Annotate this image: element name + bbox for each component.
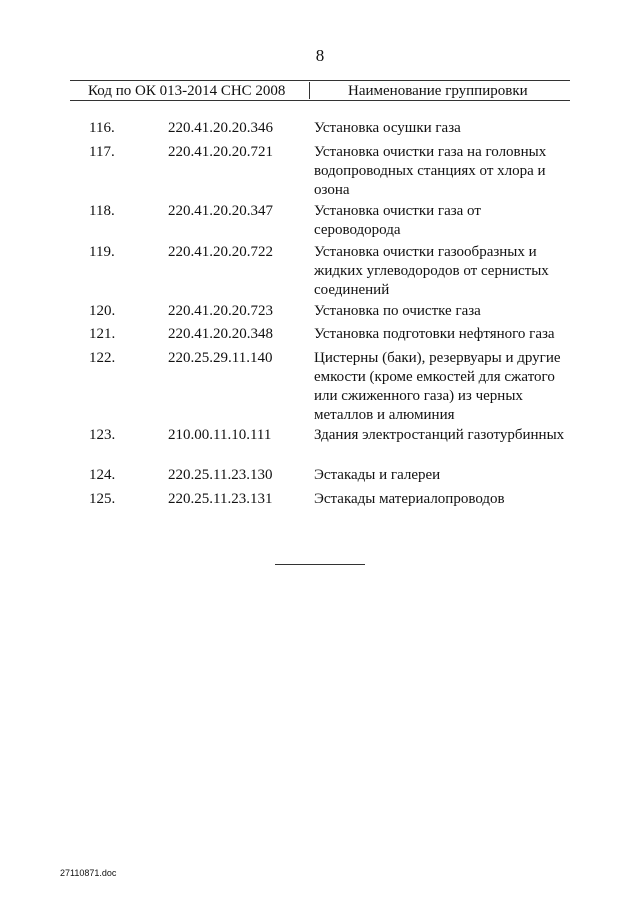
row-number: 121. bbox=[89, 326, 116, 342]
table-header bbox=[70, 80, 570, 100]
row-name: Установка очистки газа на головных водопроводных станциях от хлора и озона bbox=[314, 144, 547, 198]
row-name: Эстакады материалопроводов bbox=[314, 491, 505, 507]
header-bottom-rule bbox=[70, 100, 570, 101]
row-code: 220.41.20.20.348 bbox=[168, 326, 273, 342]
row-name: Установка подготовки нефтяного газа bbox=[314, 326, 555, 342]
row-code: 220.25.29.11.140 bbox=[168, 350, 273, 366]
row-code: 210.00.11.10.111 bbox=[168, 427, 272, 443]
header-name-column: Наименование группировки bbox=[348, 83, 528, 99]
row-name: Установка очистки газа от сероводорода bbox=[314, 203, 481, 238]
footer-file-name: 27110871.doc bbox=[60, 868, 117, 878]
row-name: Здания электростанций газотурбинных bbox=[314, 427, 565, 443]
row-code: 220.25.11.23.131 bbox=[168, 491, 273, 507]
row-number: 120. bbox=[89, 303, 116, 319]
row-number: 125. bbox=[89, 491, 116, 507]
row-number: 122. bbox=[89, 350, 116, 366]
row-name: Эстакады и галереи bbox=[314, 467, 441, 483]
row-code: 220.41.20.20.346 bbox=[168, 120, 273, 136]
row-number: 117. bbox=[89, 144, 115, 160]
header-top-rule bbox=[70, 80, 570, 81]
page-number: 8 bbox=[315, 46, 325, 65]
row-code: 220.41.20.20.723 bbox=[168, 303, 273, 319]
header-code-column: Код по ОК 013-2014 СНС 2008 bbox=[88, 83, 286, 99]
row-number: 123. bbox=[89, 427, 116, 443]
row-number: 118. bbox=[89, 203, 115, 219]
row-name: Цистерны (баки), резервуары и другие емкости (кроме емкостей для сжатого или сжиженного газа) из черных металлов и алюминия bbox=[314, 350, 561, 423]
row-code: 220.25.11.23.130 bbox=[168, 467, 273, 483]
row-number: 116. bbox=[89, 120, 115, 136]
row-name: Установка по очистке газа bbox=[314, 303, 481, 319]
row-code: 220.41.20.20.347 bbox=[168, 203, 273, 219]
row-name: Установка осушки газа bbox=[314, 120, 461, 136]
end-of-document-rule bbox=[275, 564, 365, 565]
row-code: 220.41.20.20.722 bbox=[168, 244, 273, 260]
row-number: 119. bbox=[89, 244, 115, 260]
row-number: 124. bbox=[89, 467, 116, 483]
row-code: 220.41.20.20.721 bbox=[168, 144, 273, 160]
row-name: Установка очистки газообразных и жидких углеводородов от сернистых соединений bbox=[314, 244, 549, 298]
header-column-separator bbox=[309, 82, 310, 99]
